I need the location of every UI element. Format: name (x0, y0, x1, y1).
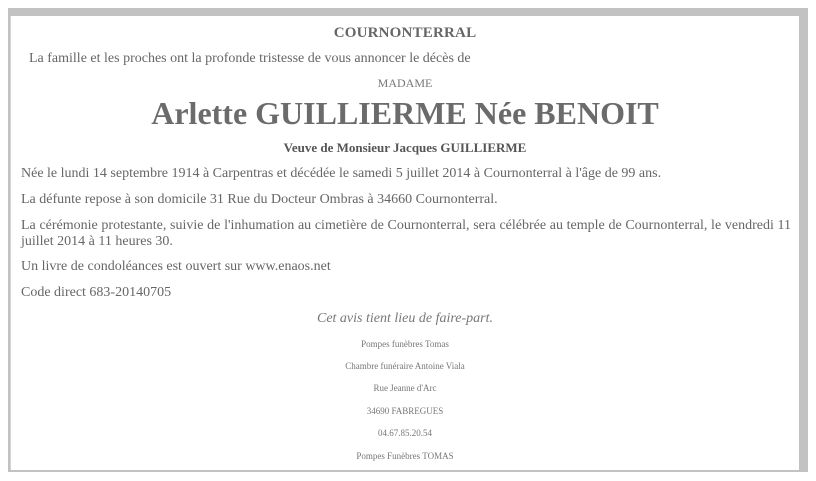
faire-part-notice: Cet avis tient lieu de faire-part. (316, 311, 493, 326)
contact-line: 04.67.85.20.54 (378, 428, 432, 438)
direct-code-paragraph: Code direct 683-20140705 (21, 285, 172, 300)
contact-line: Pompes funèbres Tomas (361, 339, 449, 349)
deceased-civility: MADAME (377, 76, 433, 90)
notice-location: COURNONTERRAL (333, 25, 477, 41)
contact-line: 34690 FABREGUES (366, 406, 444, 416)
notice-panel (10, 16, 799, 470)
deceased-name: Arlette GUILLIERME Née BENOIT (151, 95, 659, 131)
contact-line: Chambre funéraire Antoine Viala (345, 361, 465, 371)
ceremony-paragraph: La cérémonie protestante, suivie de l'inhumation au cimetière de Cournonterral, sera célébrée au temple de Cournonterral, le vendredi 11 juillet 2014 à 11 heures 30. (21, 218, 791, 249)
contact-line: Pompes Funèbres TOMAS (356, 451, 454, 461)
birth-death-paragraph: Née le lundi 14 septembre 1914 à Carpentras et décédée le samedi 5 juillet 2014 à Cournonterral à l'âge de 99 ans. (21, 166, 662, 181)
notice-intro: La famille et les proches ont la profonde tristesse de vous annoncer le décès de (29, 51, 471, 66)
spouse-line: Veuve de Monsieur Jacques GUILLIERME (283, 140, 527, 155)
contact-line: Rue Jeanne d'Arc (373, 383, 437, 393)
resting-place-paragraph: La défunte repose à son domicile 31 Rue du Docteur Ombras à 34660 Cournonterral. (21, 192, 498, 207)
condolences-paragraph: Un livre de condoléances est ouvert sur www.enaos.net (21, 259, 331, 274)
